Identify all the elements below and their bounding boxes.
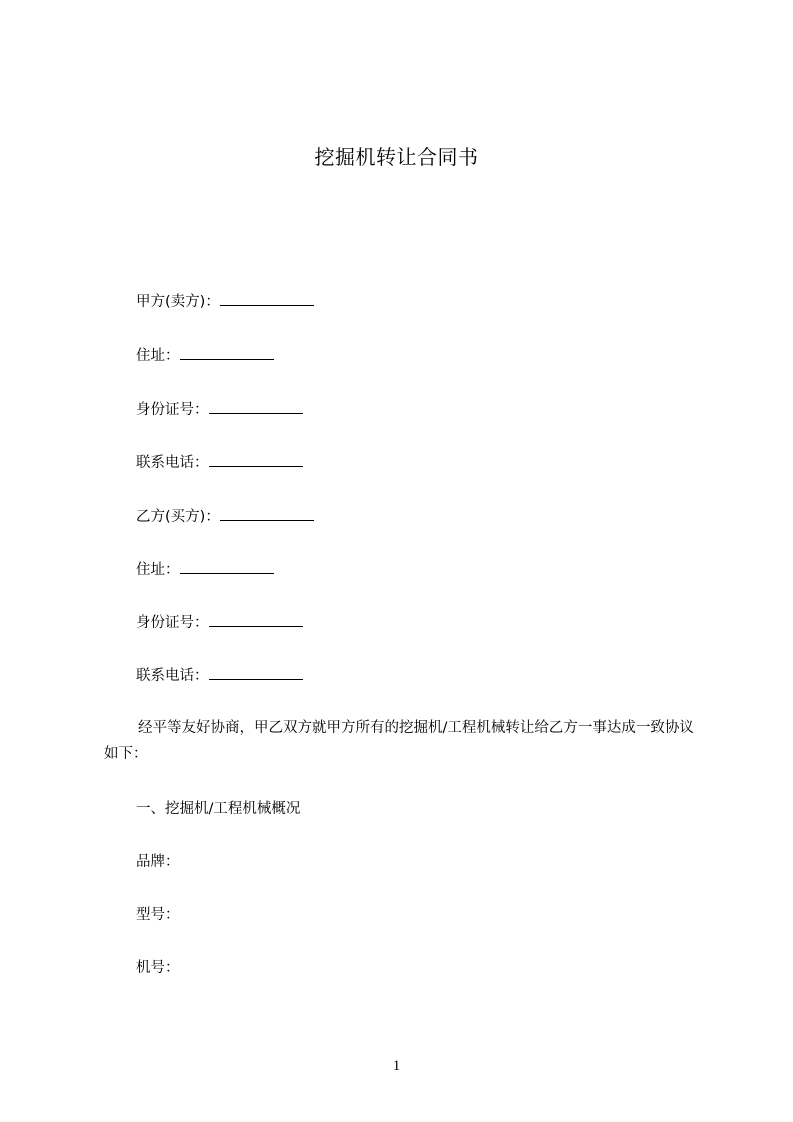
party-b-phone-label: 联系电话： <box>136 668 209 684</box>
party-a-id-blank <box>209 399 303 414</box>
party-a-phone-line <box>136 452 303 473</box>
intro-text: 经平等友好协商，甲乙双方就甲方所有的挖掘机/工程机械转让给乙方一事达成一致协议如下： <box>104 720 694 762</box>
machine-number-label: 机号： <box>136 960 180 976</box>
page-title: 挖掘机转让合同书 <box>314 145 479 169</box>
party-b-id-line <box>136 612 303 633</box>
party-a-phone-blank <box>209 452 303 467</box>
section-1-heading: 一、挖掘机/工程机械概况 <box>136 801 301 817</box>
brand-label: 品牌： <box>136 854 180 870</box>
party-b-blank <box>220 506 314 521</box>
party-b-id-label: 身份证号： <box>136 615 209 631</box>
party-a-address-label: 住址： <box>136 348 180 364</box>
party-a-id-label: 身份证号： <box>136 402 209 418</box>
party-a-address-blank <box>180 345 274 360</box>
party-a-label: 甲方(卖方)： <box>136 294 220 310</box>
party-a-id-line <box>136 399 303 420</box>
model-label: 型号： <box>136 907 180 923</box>
intro-paragraph <box>104 715 704 767</box>
page-number: 1 <box>392 1058 401 1074</box>
party-a-address-line <box>136 345 274 366</box>
party-b-phone-blank <box>209 665 303 680</box>
party-b-id-blank <box>209 612 303 627</box>
party-a-phone-label: 联系电话： <box>136 455 209 471</box>
party-b-phone-line <box>136 665 303 686</box>
party-b-label: 乙方(买方)： <box>136 509 220 525</box>
party-b-address-line <box>136 559 274 580</box>
party-a-line <box>136 291 314 312</box>
party-b-address-label: 住址： <box>136 562 180 578</box>
party-b-line <box>136 506 314 527</box>
party-b-address-blank <box>180 559 274 574</box>
party-a-blank <box>220 291 314 306</box>
